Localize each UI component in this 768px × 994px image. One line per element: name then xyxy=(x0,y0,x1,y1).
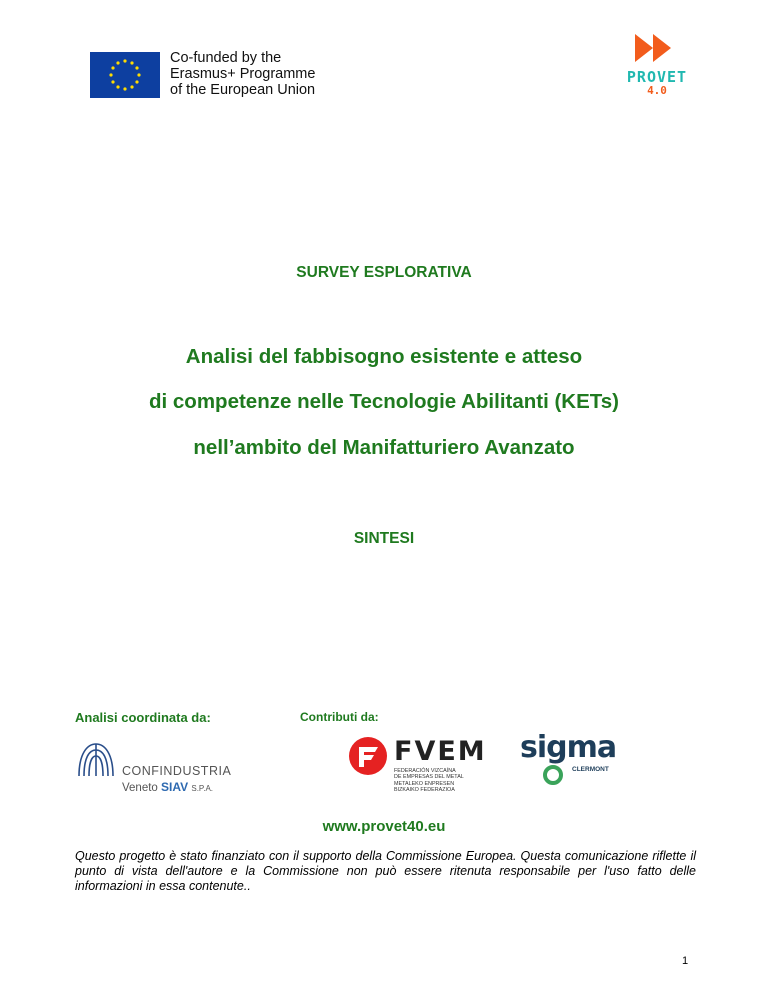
eu-line-3: of the European Union xyxy=(170,82,316,98)
fvem-line-4: BIZKAIKO FEDERAZIOA xyxy=(394,787,455,793)
eu-line-2: Erasmus+ Programme xyxy=(170,66,316,82)
confindustria-subline xyxy=(122,780,213,794)
document-type: SURVEY ESPLORATIVA xyxy=(296,264,472,281)
siav-name: SIAV xyxy=(161,780,189,794)
confindustria-emblem-icon xyxy=(75,740,117,780)
disclaimer-text: Questo progetto è stato finanziato con il supporto della Commissione Europea. Questa comunicazione riflette il punto di vista dell'autore e la Commissione non può essere ritenuta responsabile per l'uso fatto delle informazioni in essa contenute.. xyxy=(75,849,696,893)
fvem-name: FVEM xyxy=(394,736,487,767)
eu-line-1: Co-funded by the xyxy=(170,50,282,66)
website-link[interactable]: www.provet40.eu xyxy=(322,818,446,835)
fvem-line-3: METALEKO ENPRESEN xyxy=(394,781,455,787)
fvem-line-1: FEDERACIÓN VIZCAÍNA xyxy=(394,768,456,774)
title-line-1: Analisi del fabbisogno esistente e atteso xyxy=(185,345,583,368)
fvem-emblem-icon xyxy=(348,736,388,776)
sigma-name: sigma xyxy=(520,730,617,765)
summary-label: SINTESI xyxy=(353,530,415,547)
eu-cofunded-text xyxy=(170,50,315,98)
siav-suffix: S.P.A. xyxy=(191,784,214,793)
contributions-label: Contributi da: xyxy=(300,710,379,724)
page-number: 1 xyxy=(682,955,689,967)
confindustria-region: Veneto xyxy=(122,782,158,794)
eu-flag-logo xyxy=(90,52,160,98)
confindustria-name: CONFINDUSTRIA xyxy=(122,764,232,778)
title-line-3: nell’ambito del Manifatturiero Avanzato xyxy=(193,436,575,459)
provet-name: PROVET xyxy=(626,68,688,86)
sigma-ring-icon xyxy=(542,764,564,786)
fvem-line-2: DE EMPRESAS DEL METAL xyxy=(394,774,464,780)
provet-version: 4.0 xyxy=(647,84,667,97)
title-line-2: di competenze nelle Tecnologie Abilitanti (KETs) xyxy=(148,390,620,413)
coordinated-by-label: Analisi coordinata da: xyxy=(75,710,211,725)
sigma-city: CLERMONT xyxy=(572,766,609,773)
